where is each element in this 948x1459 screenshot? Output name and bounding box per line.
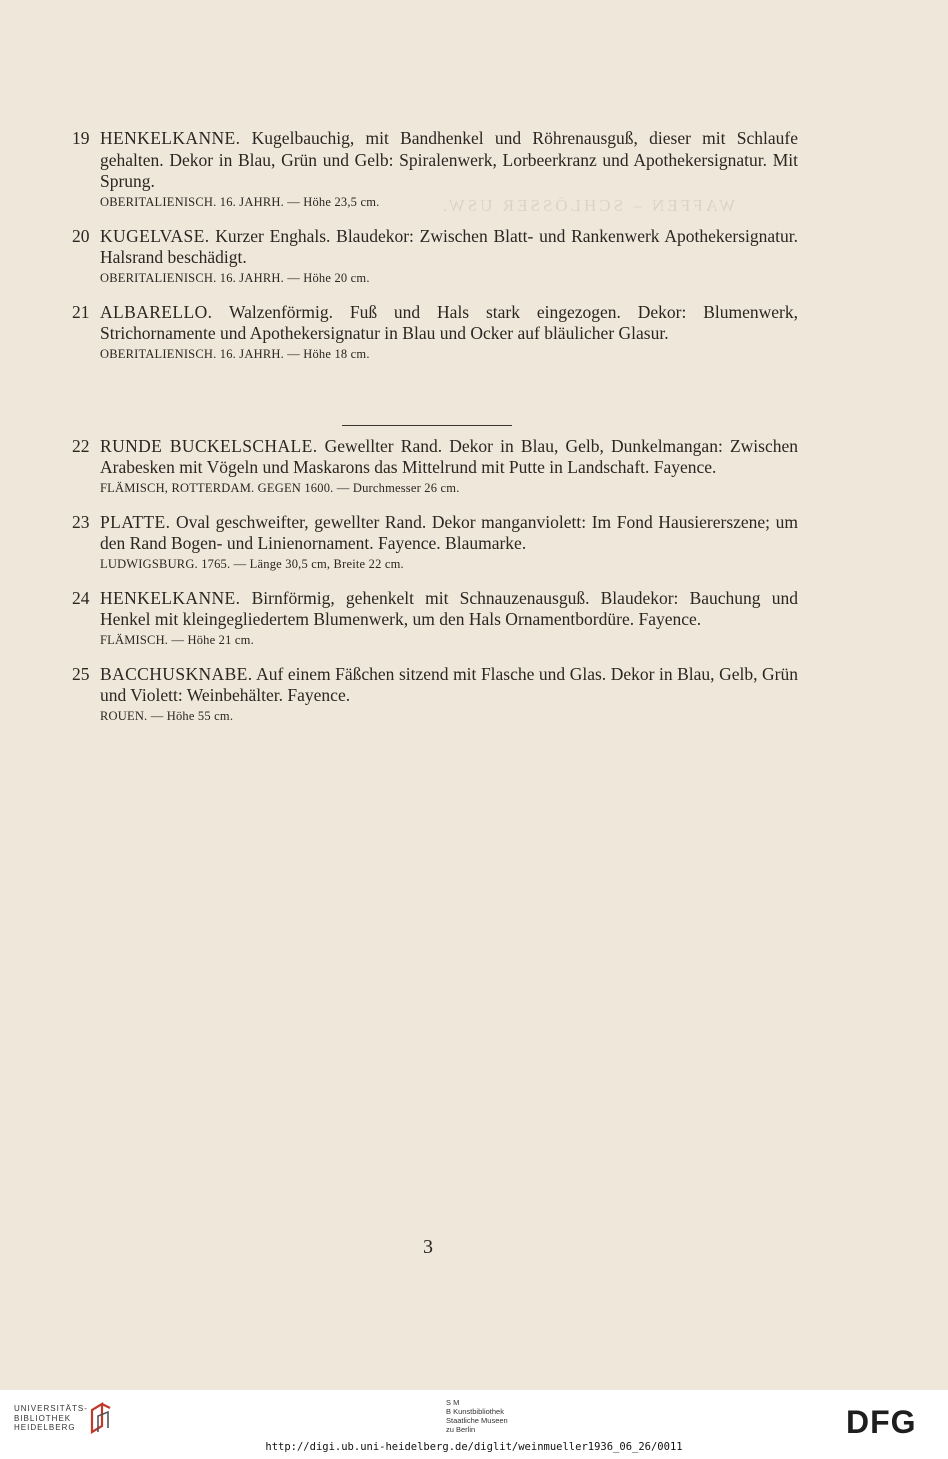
entry-title: BACCHUSKNABE. xyxy=(100,663,253,684)
catalog-entry-24 xyxy=(72,588,798,649)
entry-title: ALBARELLO. xyxy=(100,301,213,322)
catalog-entry-19 xyxy=(72,128,798,211)
catalog-entries xyxy=(72,128,798,740)
dfg-logo[interactable]: DFG xyxy=(846,1404,917,1440)
entry-number: 22 xyxy=(72,435,90,456)
university-library-label[interactable]: UNIVERSITÄTS- BIBLIOTHEK HEIDELBERG xyxy=(14,1404,88,1432)
entry-number: 20 xyxy=(72,225,90,246)
entry-number: 25 xyxy=(72,663,90,684)
entry-provenance: OBERITALIENISCH. 16. JAHRH. — Höhe 20 cm. xyxy=(100,270,370,285)
section-divider xyxy=(342,425,512,426)
entry-number: 21 xyxy=(72,301,90,322)
source-url-link[interactable]: http://digi.ub.uni-heidelberg.de/diglit/weinmueller1936_06_26/0011 xyxy=(265,1441,683,1453)
entry-provenance: ROUEN. — Höhe 55 cm. xyxy=(100,708,234,723)
entry-provenance: OBERITALIENISCH. 16. JAHRH. — Höhe 18 cm. xyxy=(100,346,370,361)
catalog-entry-23 xyxy=(72,512,798,573)
entry-description: Birnförmig, gehenkelt mit Schnauzenausguß. Blaudekor: Bauchung und Henkel mit kleingegliedertem Blumenwerk, um den Hals Ornamentbordüre. Fayence. xyxy=(100,587,799,629)
entry-number: 23 xyxy=(72,511,90,532)
entry-title: HENKELKANNE. xyxy=(100,587,241,608)
entry-title: RUNDE BUCKELSCHALE. xyxy=(100,435,318,456)
museum-label[interactable]: S M B Kunstbibliothek Staatliche Museen zu Berlin xyxy=(446,1398,508,1434)
catalog-entry-21 xyxy=(72,302,798,363)
entry-title: HENKELKANNE. xyxy=(100,128,241,148)
catalog-entry-20 xyxy=(72,226,798,287)
entry-provenance: LUDWIGSBURG. 1765. — Länge 30,5 cm, Breite 22 cm. xyxy=(100,556,404,571)
page-number: 3 xyxy=(423,1236,433,1258)
entry-description: Gewellter Rand. Dekor in Blau, Gelb, Dunkelmangan: Zwischen Arabesken mit Vögeln und Maskarons das Mittelrund mit Putte in Landschaft. Fayence. xyxy=(100,435,798,477)
bleed-through-text: WAFFEN – SCHLÖSSER USW. xyxy=(440,196,736,215)
entry-title: KUGELVASE. xyxy=(100,225,210,246)
entry-provenance: OBERITALIENISCH. 16. JAHRH. — Höhe 23,5 cm. xyxy=(100,194,380,209)
entry-provenance: FLÄMISCH, ROTTERDAM. GEGEN 1600. — Durchmesser 26 cm. xyxy=(100,480,460,495)
catalog-entry-25 xyxy=(72,664,798,725)
entry-description: Walzenförmig. Fuß und Hals stark eingezogen. Dekor: Blumenwerk, Strichornamente und Apothekersignatur in Blau und Ocker auf bläulicher Glasur. xyxy=(100,301,798,343)
digitization-footer xyxy=(0,1390,948,1459)
entry-number: 19 xyxy=(72,128,90,148)
entry-number: 24 xyxy=(72,587,90,608)
entry-provenance: FLÄMISCH. — Höhe 21 cm. xyxy=(100,632,254,647)
catalog-entry-22 xyxy=(72,436,798,497)
section-gap xyxy=(72,378,798,436)
entry-title: PLATTE. xyxy=(100,511,171,532)
entry-description: Kurzer Enghals. Blaudekor: Zwischen Blatt- und Rankenwerk Apothekersignatur. Halsrand beschädigt. xyxy=(100,225,798,267)
university-library-logo-icon[interactable] xyxy=(88,1402,114,1434)
entry-description: Oval geschweifter, gewellter Rand. Dekor manganviolett: Im Fond Hausiererszene; um den Rand Bogen- und Linienornament. Fayence. Blaumarke. xyxy=(100,511,798,553)
entry-description: Kugelbauchig, mit Bandhenkel und Röhrenausguß, dieser mit Schlaufe gehalten. Dekor in Blau, Grün und Gelb: Spiralenwerk, Lorbeerkranz und Apothekersignatur. Mit Sprung. xyxy=(100,128,799,191)
entry-description: Auf einem Fäßchen sitzend mit Flasche und Glas. Dekor in Blau, Gelb, Grün und Violett: Weinbehälter. Fayence. xyxy=(100,663,798,705)
